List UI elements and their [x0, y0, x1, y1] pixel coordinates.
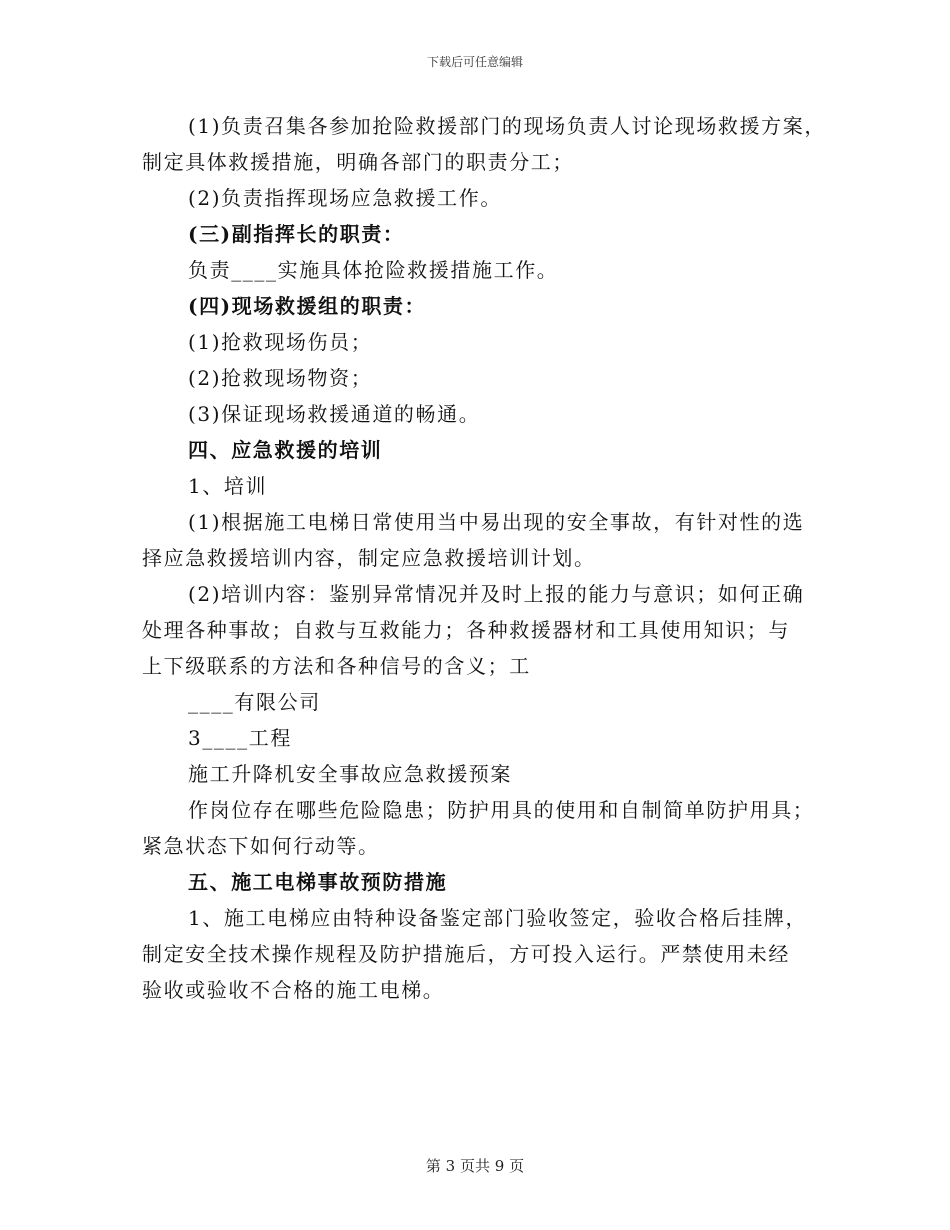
section-heading: 四、应急救援的培训 — [188, 438, 383, 462]
paragraph-line: 紧急状态下如何行动等。 — [142, 834, 380, 858]
paragraph-line: (1)负责召集各参加抢险救援部门的现场负责人讨论现场救援方案， — [188, 114, 826, 138]
page-footer: 第 3 页共 9 页 — [425, 1157, 525, 1175]
paragraph-line: 制定具体救援措施，明确各部门的职责分工； — [142, 150, 574, 174]
paragraph-line: (2)负责指挥现场应急救援工作。 — [188, 186, 502, 210]
paragraph-line: 验收或验收不合格的施工电梯。 — [142, 978, 445, 1002]
paragraph-line: 作岗位存在哪些危险隐患；防护用具的使用和自制简单防护用具； — [188, 798, 815, 822]
paragraph-line: 1、培训 — [188, 474, 268, 498]
paragraph-line: 处理各种事故；自救与互救能力；各种救援器材和工具使用知识；与 — [142, 618, 790, 642]
section-heading: (四)现场救援组的职责： — [188, 294, 427, 318]
paragraph-line: 1、施工电梯应由特种设备鉴定部门验收签定，验收合格后挂牌， — [188, 906, 808, 930]
paragraph-line: (3)保证现场救援通道的畅通。 — [188, 402, 481, 426]
paragraph-line: 3____工程 — [188, 726, 292, 750]
paragraph-line: 制定安全技术操作规程及防护措施后，方可投入运行。严禁使用未经 — [142, 942, 790, 966]
page-header: 下载后可任意编辑 — [426, 55, 523, 69]
paragraph-line: (2)抢救现场物资； — [188, 366, 373, 390]
paragraph-line: 施工升降机安全事故应急救援预案 — [188, 762, 512, 786]
paragraph-line: 负责____实施具体抢险救援措施工作。 — [188, 258, 559, 282]
paragraph-line: (2)培训内容：鉴别异常情况并及时上报的能力与意识；如何正确 — [188, 582, 805, 606]
section-heading: 五、施工电梯事故预防措施 — [188, 870, 448, 894]
section-heading: (三)副指挥长的职责： — [188, 222, 405, 246]
paragraph-line: (1)抢救现场伤员； — [188, 330, 373, 354]
paragraph-line: 上下级联系的方法和各种信号的含义；工 — [142, 654, 531, 678]
paragraph-line: 择应急救援培训内容，制定应急救援培训计划。 — [142, 546, 596, 570]
paragraph-line: (1)根据施工电梯日常使用当中易出现的安全事故，有针对性的选 — [188, 510, 805, 534]
paragraph-line: ____有限公司 — [188, 690, 321, 714]
document-body — [142, 108, 826, 1008]
